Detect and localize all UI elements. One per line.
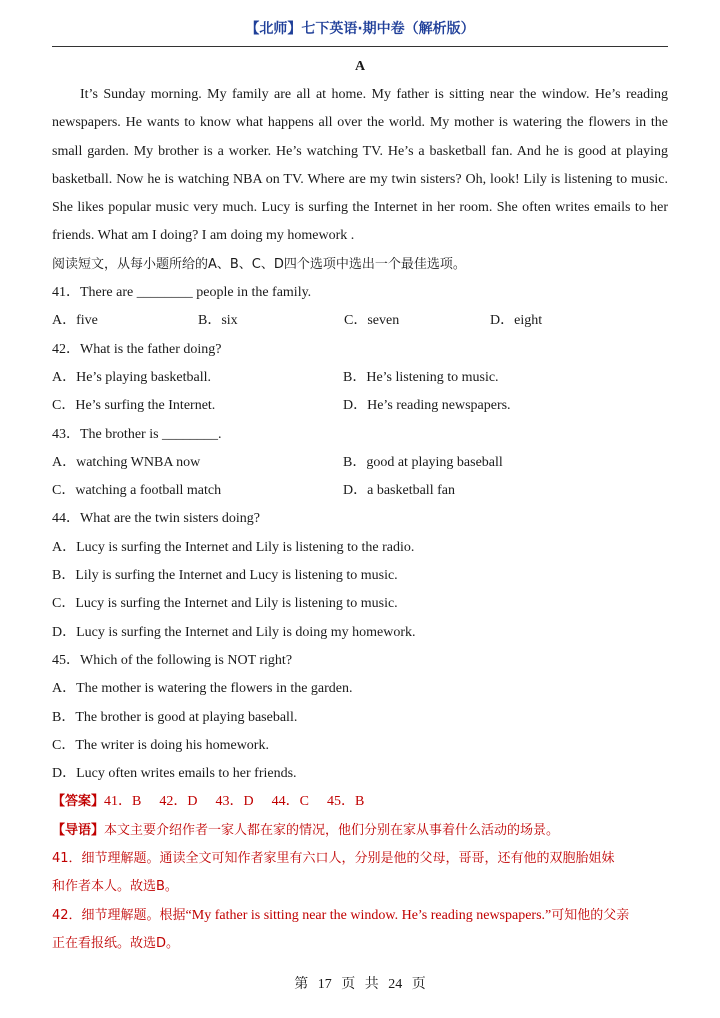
answer-label: 【答案】 (52, 794, 105, 810)
section-title: A (354, 59, 366, 74)
option: B．He’s listening to music. (343, 369, 499, 385)
answer-item: 45．B (326, 794, 365, 810)
option-row (52, 307, 668, 335)
option: B．The brother is good at playing baseball. (52, 709, 298, 725)
question-stem: 43．The brother is ________. (52, 426, 222, 442)
option: C．The writer is doing his homework. (52, 737, 269, 753)
option-row (52, 477, 668, 505)
question-stem: 41．There are ________ people in the family. (52, 285, 312, 301)
option: D．Lucy is surfing the Internet and Lily is doing my homework. (52, 624, 416, 640)
option: C．He’s surfing the Internet. (52, 398, 216, 414)
header-divider (52, 46, 668, 47)
page-number: 第 17 页 共 24 页 (294, 977, 426, 992)
option: D．He’s reading newspapers. (343, 398, 511, 414)
option: C．watching a football match (52, 483, 222, 499)
option: A．Lucy is surfing the Internet and Lily is listening to the radio. (52, 539, 415, 555)
explanation-line: 正在看报纸。故选D。 (52, 935, 180, 951)
option: A．The mother is watering the flowers in the garden. (52, 681, 353, 697)
option: C．seven (344, 313, 400, 329)
option: A．He’s playing basketball. (52, 369, 212, 385)
explanation-line (52, 902, 668, 930)
question-stem: 45．Which of the following is NOT right? (52, 652, 293, 668)
question-stem: 42．What is the father doing? (52, 341, 222, 357)
option: A．watching WNBA now (52, 454, 201, 470)
page-header: 【北师】七下英语·期中卷（解析版） (245, 21, 475, 37)
guide-label: 【导语】 (52, 822, 105, 838)
answer-item: 42．D (159, 794, 198, 810)
answer-item: 44．C (271, 794, 309, 810)
option-row (52, 392, 668, 420)
reading-passage: It’s Sunday morning. My family are all at home. My father is sitting near the window. He’s reading newspapers. He wants to know what happens all over the world. My mother is watering the flowers in the small garden. My brother is a worker. He’s watching TV. He’s a basketball fan. And he is good at playing basketball. Now he is watching NBA on TV. Where are my twin sisters? Oh, look! Lily is listening to music. She likes popular music very much. Lucy is surfing the Internet in her room. She often writes emails to her friends. What am I doing? I am doing my homework . (52, 87, 668, 244)
explanation-part: 42．细节理解题。根据 (52, 907, 186, 923)
answer-item: 43．D (215, 794, 254, 810)
document-body (52, 81, 668, 958)
explanation-line: 41．细节理解题。通读全文可知作者家里有六口人，分别是他的父母，哥哥，还有他的双胞胎姐妹 (52, 851, 615, 867)
explanation-line: 和作者本人。故选B。 (52, 879, 178, 895)
option: A．five (52, 313, 98, 329)
guide-text: 本文主要介绍作者一家人都在家的情况，他们分别在家从事着什么活动的场景。 (104, 822, 560, 838)
option: B．six (198, 313, 238, 329)
option: D．a basketball fan (343, 483, 455, 499)
answer-line (52, 788, 668, 816)
guide-line (52, 817, 668, 845)
option: D．Lucy often writes emails to her friends. (52, 766, 297, 782)
option-row (52, 364, 668, 392)
answer-item: 41．B (104, 794, 142, 810)
option-row (52, 449, 668, 477)
explanation-part: 可知他的父亲 (551, 907, 630, 923)
option: D．eight (490, 313, 543, 329)
option: B．Lily is surfing the Internet and Lucy is listening to music. (52, 568, 398, 584)
question-stem: 44．What are the twin sisters doing? (52, 511, 261, 527)
option: B．good at playing baseball (343, 454, 503, 470)
option: C．Lucy is surfing the Internet and Lily is listening to music. (52, 596, 398, 612)
explanation-quote: “My father is sitting near the window. He’s reading newspapers.” (185, 907, 552, 923)
instruction: 阅读短文，从每小题所给的A、B、C、D四个选项中选出一个最佳选项。 (52, 256, 466, 272)
